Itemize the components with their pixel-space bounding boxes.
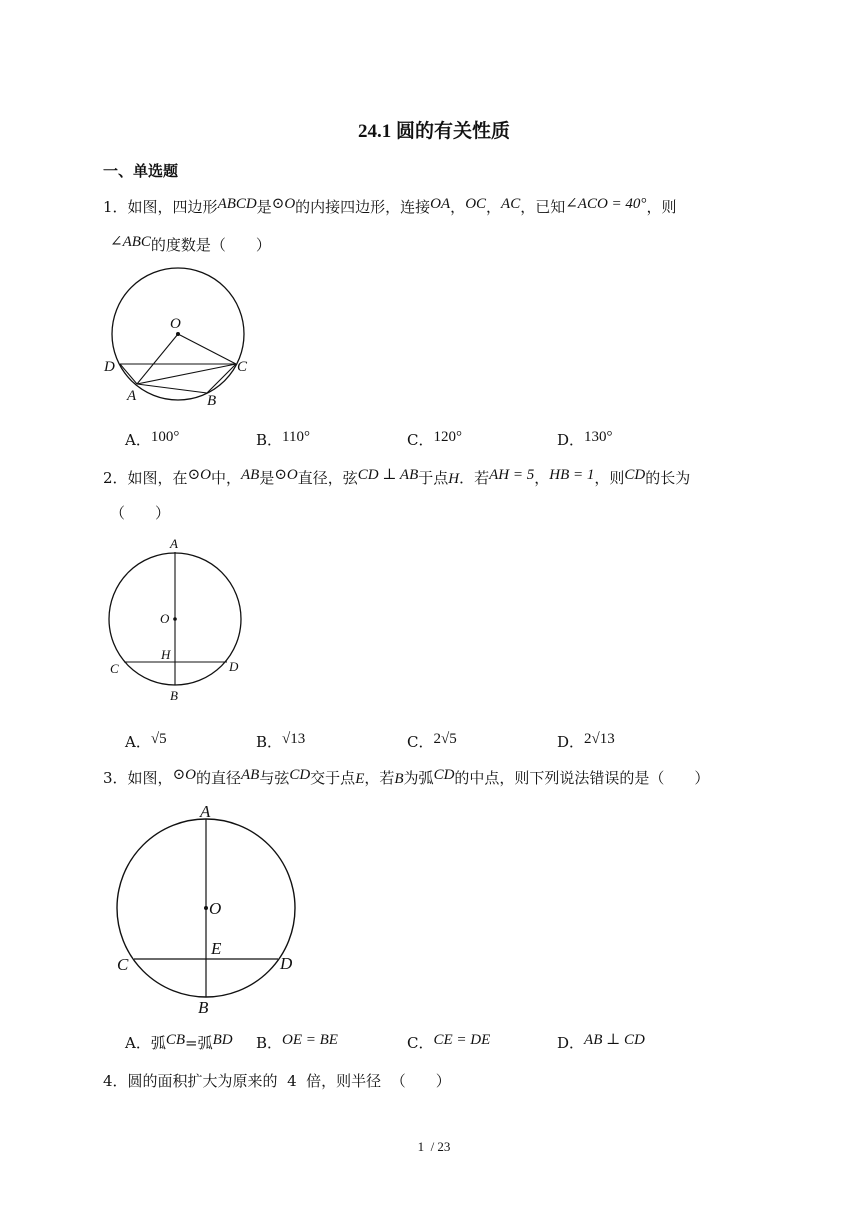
option-b[interactable] <box>256 731 305 752</box>
text: ， <box>450 198 466 216</box>
math: ∠ACO = 40° <box>565 196 647 212</box>
option-value: 2√5 <box>433 731 457 747</box>
option-value: 120° <box>433 429 462 445</box>
math: CB <box>165 1032 186 1048</box>
point-label-e: E <box>211 939 222 958</box>
text: 的长为 <box>645 469 691 487</box>
option-value: 130° <box>584 429 613 445</box>
text: 的中点，则下列说法错误的是（ ） <box>454 769 710 787</box>
math: OA <box>430 196 451 212</box>
center-point <box>176 332 180 336</box>
math: ⊙O <box>271 196 296 212</box>
option-d[interactable] <box>557 429 613 450</box>
option-d[interactable] <box>557 1032 645 1053</box>
segment-ac <box>137 364 236 384</box>
math: ⊙O <box>172 767 196 783</box>
option-value: √5 <box>150 731 167 747</box>
question-4-line-1 <box>103 1070 451 1091</box>
text: ，若 <box>364 769 395 787</box>
text: 如图， <box>127 769 173 787</box>
math: E <box>355 771 365 787</box>
text: 交于点 <box>310 769 356 787</box>
point-label-a: A <box>170 536 178 551</box>
math: CD <box>624 467 646 483</box>
option-label: A． <box>125 1034 151 1052</box>
math: AC <box>501 196 521 212</box>
math: CD <box>289 767 311 783</box>
option-label: A． <box>125 431 151 449</box>
point-label-b: B <box>198 998 209 1017</box>
segment-ab <box>137 384 207 393</box>
page-number: 1 / 23 <box>417 1139 451 1154</box>
text: 中， <box>210 469 241 487</box>
math: ABCD <box>217 196 257 212</box>
point-label-d: D <box>104 359 115 375</box>
option-label: C． <box>407 733 434 751</box>
math: BD <box>212 1032 233 1048</box>
math: AB <box>240 767 260 783</box>
option-label: C． <box>407 1034 434 1052</box>
option-value: 100° <box>150 429 180 445</box>
text: ，则 <box>594 469 625 487</box>
point-label-o: O <box>160 611 170 626</box>
text: 弧 <box>150 1034 166 1052</box>
question-number: 1． <box>103 198 128 216</box>
option-a[interactable] <box>125 1032 233 1053</box>
text: 是 <box>259 469 275 487</box>
text: 与弦 <box>259 769 290 787</box>
math: CD ⊥ AB <box>357 467 419 483</box>
point-label-b: B <box>170 688 178 703</box>
segment-da <box>120 364 137 384</box>
option-c[interactable] <box>407 1032 490 1053</box>
text: 是 <box>256 198 272 216</box>
option-d[interactable] <box>557 731 615 752</box>
option-b[interactable] <box>256 1032 338 1053</box>
math: ∠ABC <box>110 234 151 250</box>
question-number: 4． <box>103 1072 128 1090</box>
text: ， <box>534 469 550 487</box>
text: 的内接四边形，连接 <box>295 198 431 216</box>
page-title: 24.1 圆的有关性质 <box>357 121 510 142</box>
center-point <box>204 906 208 910</box>
option-label: B． <box>256 431 283 449</box>
math: CD <box>433 767 455 783</box>
text: 如图，在 <box>127 469 188 487</box>
point-label-d: D <box>229 659 239 674</box>
option-a[interactable] <box>125 731 167 752</box>
section-heading: 一、单选题 <box>103 162 179 180</box>
text: 圆的面积扩大为原来的 4 倍，则半径 （ ） <box>127 1072 451 1090</box>
point-label-d: D <box>280 954 293 973</box>
text: 为弧 <box>403 769 434 787</box>
segment-bc <box>207 364 236 393</box>
text: ， <box>486 198 502 216</box>
point-label-b: B <box>207 393 217 409</box>
text: ，已知 <box>520 198 566 216</box>
option-value: 2√13 <box>584 731 615 747</box>
question-3-line-1 <box>103 767 709 788</box>
option-value: √13 <box>282 731 306 747</box>
text: 的直径 <box>195 769 241 787</box>
option-value: OE = BE <box>282 1032 338 1048</box>
text: 于点 <box>418 469 449 487</box>
option-c[interactable] <box>407 429 462 450</box>
math: OC <box>465 196 487 212</box>
math: ⊙O <box>187 467 211 483</box>
question-number: 2． <box>103 469 128 487</box>
point-label-a: A <box>200 802 211 821</box>
point-label-h: H <box>161 647 171 662</box>
option-label: D． <box>557 733 585 751</box>
center-point <box>173 617 177 621</box>
math: B <box>394 771 404 787</box>
option-label: A． <box>125 733 151 751</box>
point-label-c: C <box>110 661 119 676</box>
option-a[interactable] <box>125 429 179 450</box>
text: =弧 <box>185 1034 213 1052</box>
option-label: B． <box>256 733 283 751</box>
point-label-a: A <box>127 388 137 404</box>
math: HB = 1 <box>549 467 595 483</box>
option-label: D． <box>557 431 585 449</box>
point-label-o: O <box>209 899 222 918</box>
option-value: CE = DE <box>433 1032 491 1048</box>
point-label-o: O <box>170 316 181 332</box>
text: 直径，弦 <box>297 469 358 487</box>
point-label-c: C <box>237 359 248 375</box>
option-label: B． <box>256 1034 283 1052</box>
text: 如图，四边形 <box>127 198 218 216</box>
question-2-line-2: （ ） <box>110 504 171 522</box>
point-label-c: C <box>117 955 129 974</box>
option-value: AB ⊥ CD <box>584 1032 645 1048</box>
option-c[interactable] <box>407 731 457 752</box>
math: ⊙O <box>274 467 298 483</box>
option-value: 110° <box>282 429 310 445</box>
option-b[interactable] <box>256 429 310 450</box>
question-2-line-1 <box>103 467 690 488</box>
text: ，则 <box>646 198 677 216</box>
text: 的度数是（ ） <box>150 236 271 254</box>
math: AB <box>240 467 260 483</box>
math: AH = 5 <box>489 467 535 483</box>
option-label: C． <box>407 431 434 449</box>
option-label: D． <box>557 1034 585 1052</box>
math: H <box>448 471 460 487</box>
question-number: 3． <box>103 769 128 787</box>
text: ．若 <box>459 469 490 487</box>
segment-oc <box>178 334 236 364</box>
